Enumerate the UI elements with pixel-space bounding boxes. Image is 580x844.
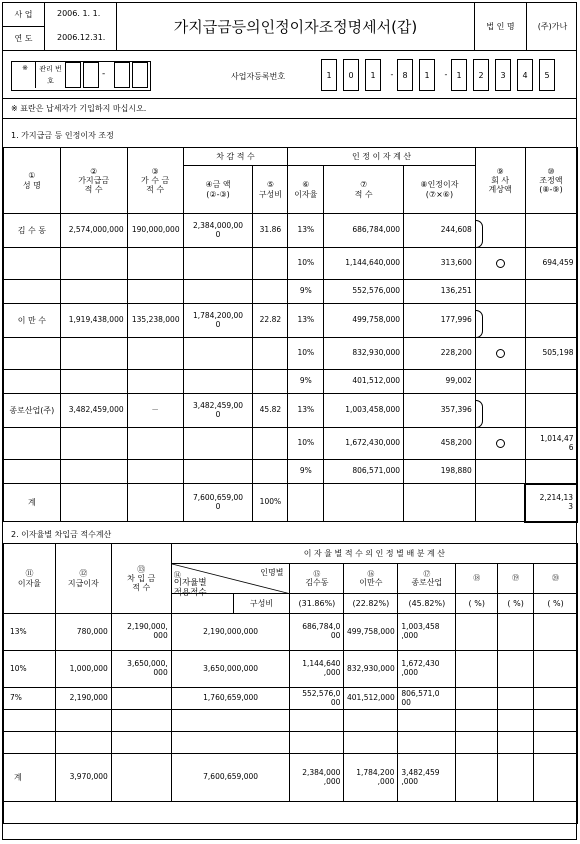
t2-person3-value: 1,672,430 ,000	[398, 651, 456, 688]
t2-person6-value	[534, 651, 578, 688]
biz-reg-digit-box[interactable]: 8	[397, 59, 413, 91]
mgmt-no-box-2[interactable]	[83, 62, 99, 88]
t2-total-person2: 1,784,200 ,000	[344, 754, 398, 802]
t2-paid-interest: 2,190,000	[55, 688, 111, 710]
t2-empty-cell	[534, 710, 578, 732]
recognized-interest: 458,200	[404, 428, 476, 460]
form-frame	[2, 2, 577, 840]
t2-diag-rate-text: 이자율별 적용적수	[173, 578, 207, 599]
t2-person2-value: 499,758,000	[344, 614, 398, 651]
t2-person4-value	[456, 614, 498, 651]
rate-product: 499,758,000	[324, 304, 404, 338]
t2-empty-cell	[55, 732, 111, 754]
blank-loan	[60, 370, 127, 394]
bracket-icon	[475, 220, 483, 248]
t2-person1-value: 1,144,640 ,000	[290, 651, 344, 688]
interest-rate: 13%	[288, 214, 324, 248]
biz-reg-digit-box[interactable]: 4	[517, 59, 533, 91]
t2-empty-cell	[111, 732, 171, 754]
blank-loan	[60, 460, 127, 484]
loan-product: 3,482,459,000	[60, 394, 127, 428]
adjustment-amount: 694,459	[525, 248, 577, 280]
biz-reg-digit-box[interactable]: 2	[473, 59, 489, 91]
t2-person3-value: 1,003,458 ,000	[398, 614, 456, 651]
col-amount-header: ④금 액 (②-③)	[183, 166, 253, 214]
deposit-product: －	[127, 394, 183, 428]
t2-empty-cell	[344, 710, 398, 732]
t2-share-3: (45.82%)	[398, 594, 456, 614]
recognized-interest: 177,996	[404, 304, 476, 338]
company-mark-circle	[496, 349, 505, 358]
t2-total-applied: 7,600,659,000	[171, 754, 290, 802]
blank-deposit	[127, 338, 183, 370]
t2-rate: 10%	[4, 651, 56, 688]
biz-reg-dash: -	[390, 70, 394, 79]
blank-name	[4, 370, 61, 394]
deposit-product: 190,000,000	[127, 214, 183, 248]
t2-share-2: (22.82%)	[344, 594, 398, 614]
company-recorded	[475, 248, 525, 280]
t2-rate-header: ⑪ 이자율	[4, 544, 56, 614]
t2-person3-header: ⑰ 종로산업	[398, 564, 456, 594]
biz-reg-dash: -	[444, 70, 448, 79]
t2-total-p4	[456, 754, 498, 802]
blank-ratio	[253, 280, 288, 304]
t2-empty-cell	[498, 732, 534, 754]
t2-empty-cell	[534, 732, 578, 754]
blank-amount	[183, 248, 253, 280]
blank-amount	[183, 460, 253, 484]
blank-name	[4, 338, 61, 370]
blank-amount	[183, 428, 253, 460]
t2-empty-cell	[456, 732, 498, 754]
t2-person5-value	[498, 614, 534, 651]
blank-name	[4, 248, 61, 280]
recognized-interest: 244,608	[404, 214, 476, 248]
t2-paid-interest: 1,000,000	[55, 651, 111, 688]
interest-rate: 9%	[288, 280, 324, 304]
blank-loan	[60, 248, 127, 280]
t2-diag-person-label: 인명별	[260, 568, 284, 577]
recognized-interest: 357,396	[404, 394, 476, 428]
blank-deposit	[127, 248, 183, 280]
mgmt-no-prefix: ※	[22, 64, 28, 72]
id-row	[3, 51, 576, 99]
t2-empty-cell	[171, 732, 290, 754]
blank-loan	[60, 280, 127, 304]
interest-rate: 10%	[288, 248, 324, 280]
total-amount: 7,600,659,00 0	[183, 484, 253, 522]
corp-name-label: 법 인 명	[475, 3, 527, 51]
t2-person3-value: 806,571,0 00	[398, 688, 456, 710]
year-label-bottom: 연 도	[14, 34, 33, 43]
t2-applied-product: 1,760,659,000	[171, 688, 290, 710]
blank-deposit	[127, 460, 183, 484]
year-label-top: 사 업	[3, 3, 44, 27]
t2-person4-value	[456, 651, 498, 688]
col-name-header: ① 성 명	[4, 148, 61, 214]
section-2-title: 2. 이자율별 차입금 적수계산	[11, 530, 112, 539]
t2-total-person3: 3,482,459 ,000	[398, 754, 456, 802]
interest-rate: 10%	[288, 338, 324, 370]
total-product	[324, 484, 404, 522]
period-end: 2006.12.31.	[57, 33, 106, 42]
blank-deposit	[127, 428, 183, 460]
company-recorded	[475, 338, 525, 370]
rate-product: 1,144,640,000	[324, 248, 404, 280]
t2-empty-cell	[290, 732, 344, 754]
total-adjustment: 2,214,13 3	[525, 484, 577, 522]
t2-total-product	[111, 754, 171, 802]
net-amount: 3,482,459,00 0	[183, 394, 253, 428]
period-start: 2006. 1. 1.	[57, 9, 101, 18]
t2-borrowing-product: 2,190,000, 000	[111, 614, 171, 651]
composition-ratio: 31.86	[253, 214, 288, 248]
blank-loan	[60, 338, 127, 370]
composition-ratio: 22.82	[253, 304, 288, 338]
t2-person4-header: ⑱	[456, 564, 498, 594]
adjustment-blank	[525, 280, 577, 304]
t2-total-p6	[534, 754, 578, 802]
company-recorded-blank	[475, 280, 525, 304]
t2-footer-row	[4, 802, 578, 824]
blank-ratio	[253, 460, 288, 484]
interest-rate: 9%	[288, 370, 324, 394]
t2-empty-cell	[4, 732, 56, 754]
company-recorded-blank	[475, 370, 525, 394]
adjustment-blank	[525, 460, 577, 484]
loan-product: 1,919,438,000	[60, 304, 127, 338]
total-label: 계	[4, 484, 61, 522]
t2-applied-product: 3,650,000,000	[171, 651, 290, 688]
rate-product: 1,672,430,000	[324, 428, 404, 460]
rate-product: 832,930,000	[324, 338, 404, 370]
mgmt-no-box-1[interactable]	[65, 62, 81, 88]
deposit-product: 135,238,000	[127, 304, 183, 338]
col-rate-header: ⑥ 이자율	[288, 166, 324, 214]
t2-person6-header: ⑳	[534, 564, 578, 594]
t2-total-person1: 2,384,000 ,000	[290, 754, 344, 802]
rate-product: 806,571,000	[324, 460, 404, 484]
total-company	[475, 484, 525, 522]
blank-amount	[183, 280, 253, 304]
recognized-interest: 313,600	[404, 248, 476, 280]
col-product-header: ⑦ 적 수	[324, 166, 404, 214]
total-ratio: 100%	[253, 484, 288, 522]
t2-person5-value	[498, 688, 534, 710]
t2-share-6: ( %)	[534, 594, 578, 614]
person-name: 이 만 수	[4, 304, 61, 338]
t2-total-p5	[498, 754, 534, 802]
total-interest	[404, 484, 476, 522]
loan-product: 2,574,000,000	[60, 214, 127, 248]
interest-rate: 10%	[288, 428, 324, 460]
biz-reg-digit-box[interactable]: 3	[495, 59, 511, 91]
biz-reg-digit-box[interactable]: 1	[419, 59, 435, 91]
blank-deposit	[127, 280, 183, 304]
t2-rate: 7%	[4, 688, 56, 710]
adjustment-blank	[525, 394, 577, 428]
total-deposit	[127, 484, 183, 522]
t2-total-interest: 3,970,000	[55, 754, 111, 802]
recognized-interest: 198,880	[404, 460, 476, 484]
mgmt-no-label: 관리 번호	[35, 62, 65, 88]
bracket-icon	[475, 310, 483, 338]
recognized-interest: 228,200	[404, 338, 476, 370]
rate-product: 552,576,000	[324, 280, 404, 304]
blank-amount	[183, 370, 253, 394]
rate-product: 686,784,000	[324, 214, 404, 248]
blank-loan	[60, 428, 127, 460]
adjustment-amount: 1,014,47 6	[525, 428, 577, 460]
form-header	[3, 3, 576, 51]
t2-empty-cell	[498, 710, 534, 732]
biz-reg-digit-box[interactable]: 0	[343, 59, 359, 91]
t2-person6-value	[534, 688, 578, 710]
person-name: 종로산업(주)	[4, 394, 61, 428]
net-amount: 1,784,200,00 0	[183, 304, 253, 338]
note-text: ※ 표란은 납세자가 기입하지 마십시오.	[3, 99, 576, 119]
t2-diag-rate-label: ⑭	[173, 571, 181, 579]
composition-ratio: 45.82	[253, 394, 288, 428]
t2-product-header: ⑬ 차 입 금 적 수	[111, 544, 171, 614]
col-company-header: ⑨ 회 사 계상액	[475, 148, 525, 214]
borrowing-product-table	[3, 543, 578, 824]
interest-rate: 13%	[288, 304, 324, 338]
col-loan-header: ② 가지급금 적 수	[60, 148, 127, 214]
rate-product: 1,003,458,000	[324, 394, 404, 428]
blank-ratio	[253, 370, 288, 394]
t2-empty-cell	[55, 710, 111, 732]
t2-empty-cell	[111, 710, 171, 732]
col-interest-header: ⑧인정이자 (⑦×⑥)	[404, 166, 476, 214]
blank-deposit	[127, 370, 183, 394]
t2-share-label: 구성비	[233, 594, 290, 614]
t2-person2-header: ⑯ 이만수	[344, 564, 398, 594]
t2-rate: 13%	[4, 614, 56, 651]
blank-name	[4, 428, 61, 460]
blank-name	[4, 460, 61, 484]
t2-empty-cell	[398, 710, 456, 732]
form-title: 가지급금등의인정이자조정명세서(갑)	[117, 3, 475, 51]
blank-ratio	[253, 338, 288, 370]
col-deposit-header: ③ 가 수 금 적 수	[127, 148, 183, 214]
mgmt-no-box-3[interactable]	[114, 62, 130, 88]
col-ratio-header: ⑤ 구성비	[253, 166, 288, 214]
t2-person2-value: 832,930,000	[344, 651, 398, 688]
t2-share-4: ( %)	[456, 594, 498, 614]
corp-name-value: (주)가나	[537, 22, 568, 31]
t2-empty-cell	[4, 710, 56, 732]
t2-person4-value	[456, 688, 498, 710]
adjustment-blank	[525, 370, 577, 394]
t2-person5-header: ⑲	[498, 564, 534, 594]
company-recorded-blank	[475, 460, 525, 484]
total-loan	[60, 484, 127, 522]
mgmt-no-box-4[interactable]	[132, 62, 148, 88]
t2-borrowing-product	[111, 688, 171, 710]
recognized-interest: 136,251	[404, 280, 476, 304]
t2-share-5: ( %)	[498, 594, 534, 614]
t2-empty-cell	[290, 710, 344, 732]
t2-total-label: 계	[4, 754, 56, 802]
person-name: 김 수 동	[4, 214, 61, 248]
t2-person2-value: 401,512,000	[344, 688, 398, 710]
biz-reg-digit-box[interactable]: 1	[365, 59, 381, 91]
t2-person1-value: 552,576,0 00	[290, 688, 344, 710]
total-rate	[288, 484, 324, 522]
col-recognized-group-header: 인 정 이 자 계 산	[288, 148, 475, 166]
t2-empty-cell	[456, 710, 498, 732]
t2-interest-header: ⑫ 지급이자	[55, 544, 111, 614]
biz-reg-digit-box[interactable]: 1	[321, 59, 337, 91]
col-net-group-header: 차 감 적 수	[183, 148, 288, 166]
adjustment-blank	[525, 304, 577, 338]
section-1-title: 1. 가지급금 등 인정이자 조정	[11, 131, 114, 140]
recognized-interest: 99,002	[404, 370, 476, 394]
t2-allocation-group-header: 이 자 율 별 적 수 의 인 정 별 배 분 계 산	[171, 544, 577, 564]
interest-adjustment-table	[3, 147, 578, 523]
t2-empty-cell	[171, 710, 290, 732]
company-mark-circle	[496, 439, 505, 448]
t2-share-1: (31.86%)	[290, 594, 344, 614]
biz-reg-label: 사업자등록번호	[231, 72, 286, 81]
mgmt-no-dash: -	[102, 69, 106, 79]
biz-reg-digit-box[interactable]: 1	[451, 59, 467, 91]
col-adjust-header: ⑩ 조정액 (⑧-⑨)	[525, 148, 577, 214]
t2-person1-header: ⑮ 김수동	[290, 564, 344, 594]
t2-borrowing-product: 3,650,000, 000	[111, 651, 171, 688]
adjustment-blank	[525, 214, 577, 248]
rate-product: 401,512,000	[324, 370, 404, 394]
adjustment-amount: 505,198	[525, 338, 577, 370]
t2-person1-value: 686,784,0 00	[290, 614, 344, 651]
t2-person5-value	[498, 651, 534, 688]
interest-rate: 9%	[288, 460, 324, 484]
blank-amount	[183, 338, 253, 370]
interest-rate: 13%	[288, 394, 324, 428]
net-amount: 2,384,000,00 0	[183, 214, 253, 248]
company-recorded	[475, 428, 525, 460]
bracket-icon	[475, 400, 483, 428]
t2-paid-interest: 780,000	[55, 614, 111, 651]
company-mark-circle	[496, 259, 505, 268]
t2-person6-value	[534, 614, 578, 651]
t2-empty-cell	[398, 732, 456, 754]
blank-name	[4, 280, 61, 304]
t2-empty-cell	[344, 732, 398, 754]
t2-applied-product: 2,190,000,000	[171, 614, 290, 651]
t2-diag-cell	[171, 564, 290, 599]
biz-reg-digit-box[interactable]: 5	[539, 59, 555, 91]
blank-ratio	[253, 428, 288, 460]
blank-ratio	[253, 248, 288, 280]
